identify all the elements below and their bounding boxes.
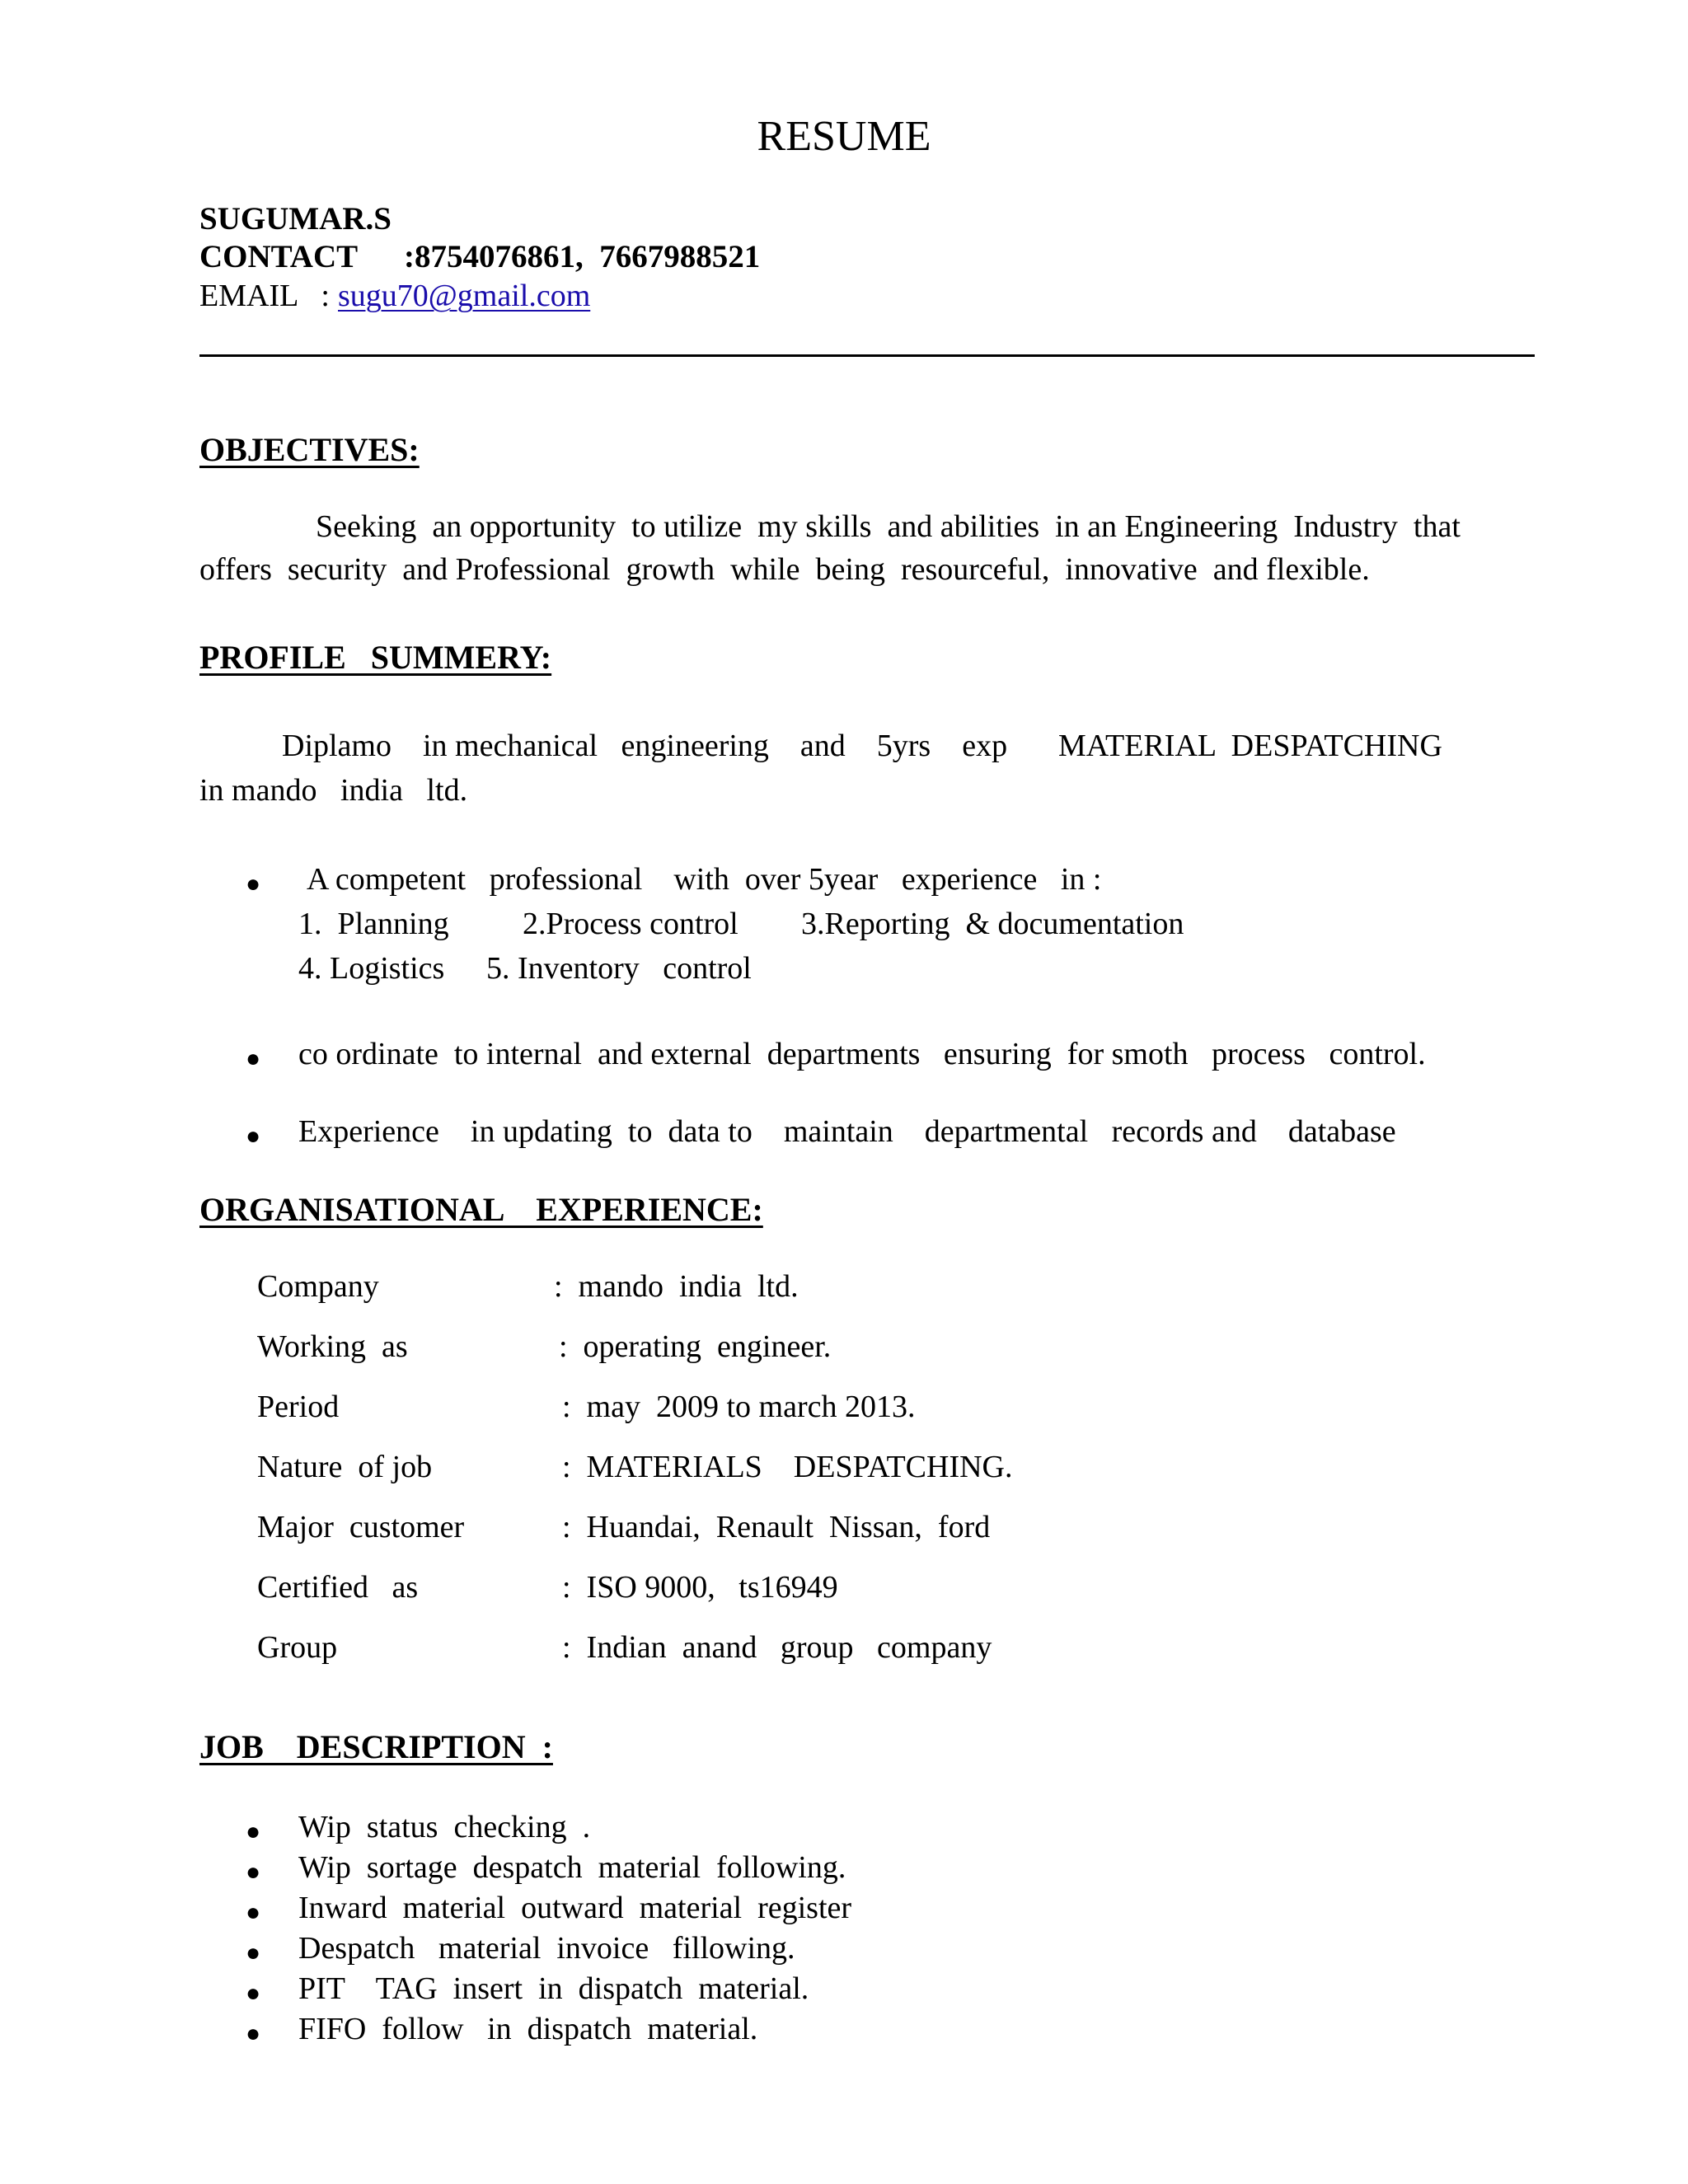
skill-item: 3.Reporting & documentation [801, 907, 1184, 941]
job-item: Inward material outward material register [298, 1891, 852, 1925]
job-item: Wip status checking . [298, 1810, 591, 1844]
bullet-icon: ● [246, 1858, 261, 1886]
profile-heading: PROFILE SUMMERY: [199, 639, 552, 676]
skill-item: 5. Inventory control [486, 951, 752, 986]
job-item: Wip sortage despatch material following. [298, 1850, 846, 1885]
bullet-icon: ● [246, 1899, 261, 1926]
experience-value: : MATERIALS DESPATCHING. [562, 1450, 1013, 1484]
experience-heading: ORGANISATIONAL EXPERIENCE: [199, 1191, 763, 1228]
experience-label: Certified as [257, 1570, 419, 1605]
skill-item: 4. Logistics [298, 951, 445, 986]
page-title: RESUME [757, 113, 931, 160]
objectives-text-line2: offers security and Professional growth while being resourceful, innovative and flexible. [199, 552, 1370, 587]
bullet-icon: ● [246, 1939, 261, 1966]
profile-text-line2: in mando india ltd. [199, 773, 468, 808]
experience-label: Period [257, 1390, 340, 1424]
experience-label: Company [257, 1269, 379, 1304]
email-label: EMAIL : [199, 279, 330, 313]
job-item: Despatch material invoice fillowing. [298, 1931, 795, 1966]
experience-label: Major customer [257, 1510, 465, 1544]
skill-item: 2.Process control [523, 907, 738, 941]
bullet-icon: ● [246, 1122, 261, 1150]
job-item: PIT TAG insert in dispatch material. [298, 1971, 809, 2006]
bullet-icon: ● [246, 2020, 261, 2047]
experience-label: Group [257, 1630, 338, 1665]
experience-value: : may 2009 to march 2013. [562, 1390, 916, 1424]
profile-bullet-3: Experience in updating to data to maintain departmental records and database [298, 1114, 1396, 1149]
profile-bullet-2: co ordinate to internal and external departments ensuring for smoth process control. [298, 1037, 1426, 1071]
experience-value: : Indian anand group company [562, 1630, 992, 1665]
job-item: FIFO follow in dispatch material. [298, 2012, 758, 2046]
objectives-text-line1: Seeking an opportunity to utilize my skills and abilities in an Engineering Industry that [316, 509, 1461, 544]
experience-value: : mando india ltd. [554, 1269, 799, 1304]
profile-text-line1: Diplamo in mechanical engineering and 5yrs exp [282, 729, 1008, 763]
bullet-icon: ● [246, 1980, 261, 2007]
header-divider [199, 354, 1535, 357]
objectives-heading: OBJECTIVES: [199, 431, 420, 468]
bullet-icon: ● [246, 1818, 261, 1845]
email-link[interactable]: sugu70@gmail.com [338, 279, 591, 313]
skill-item: 1. Planning [298, 907, 449, 941]
candidate-name: SUGUMAR.S [199, 201, 392, 237]
experience-value: : ISO 9000, ts16949 [562, 1570, 838, 1605]
experience-label: Working as [257, 1329, 408, 1364]
profile-text-line1-role: MATERIAL DESPATCHING [1058, 729, 1442, 763]
experience-value: : operating engineer. [559, 1329, 832, 1364]
experience-value: : Huandai, Renault Nissan, ford [562, 1510, 991, 1544]
contact-value: :8754076861, 7667988521 [404, 239, 761, 274]
contact-label: CONTACT [199, 239, 359, 274]
profile-bullet-1: A competent professional with over 5year experience in : [307, 862, 1102, 897]
bullet-icon: ● [246, 870, 261, 898]
experience-label: Nature of job [257, 1450, 433, 1484]
bullet-icon: ● [246, 1045, 261, 1072]
job-heading: JOB DESCRIPTION : [199, 1728, 553, 1765]
